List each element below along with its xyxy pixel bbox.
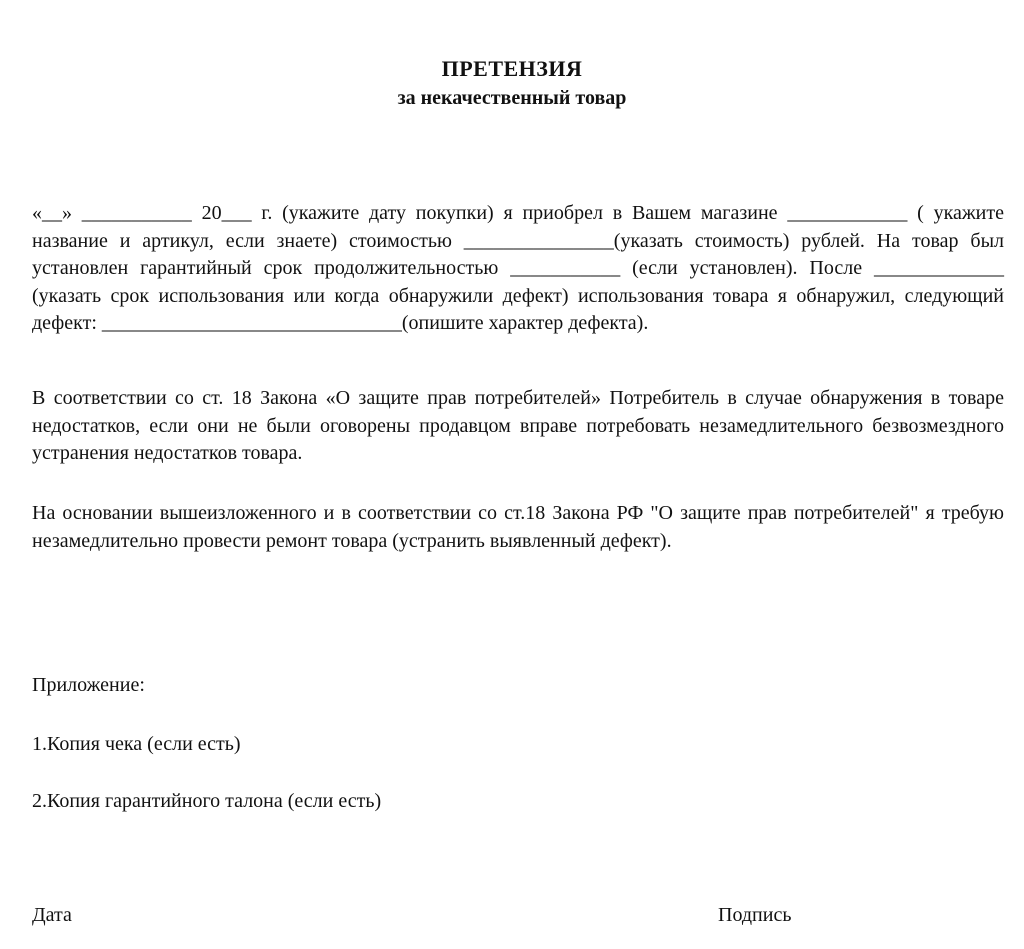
appendix-item-receipt: 1.Копия чека (если есть) bbox=[32, 733, 241, 755]
demand-paragraph: На основании вышеизложенного и в соответствии со ст.18 Закона РФ "О защите прав потребителей" я требую незамедлительно провести ремонт товара (устранить выявленный дефект). bbox=[32, 502, 1004, 552]
appendix-item-warranty: 2.Копия гарантийного талона (если есть) bbox=[32, 790, 382, 812]
law-reference-paragraph: В соответствии со ст. 18 Закона «О защите прав потребителей» Потребитель в случае обнаружения в товаре недостатков, если они не были оговорены продавцом вправе потребовать незамедлительного безвозмездного устранения недостатков товара. bbox=[32, 387, 1004, 464]
date-label: Дата bbox=[32, 904, 72, 926]
document-title: ПРЕТЕНЗИЯ bbox=[441, 56, 583, 81]
document-subtitle: за некачественный товар bbox=[397, 87, 627, 109]
appendix-heading: Приложение: bbox=[32, 674, 145, 696]
purchase-details-paragraph: «__» ___________ 20___ г. (укажите дату покупки) я приобрел в Вашем магазине ____________ ( укажите название и артикул, если знаете) стоимостью _______________(указать стоимость) рублей. На товар был установлен гарантийный срок продолжительностью ___________ (если установлен). После _____________ (указать срок использования или когда обнаружили дефект) использования товара я обнаружил, следующий дефект: ______________________________(опишите характер дефекта). bbox=[32, 202, 1004, 334]
signature-label: Подпись bbox=[718, 904, 792, 926]
